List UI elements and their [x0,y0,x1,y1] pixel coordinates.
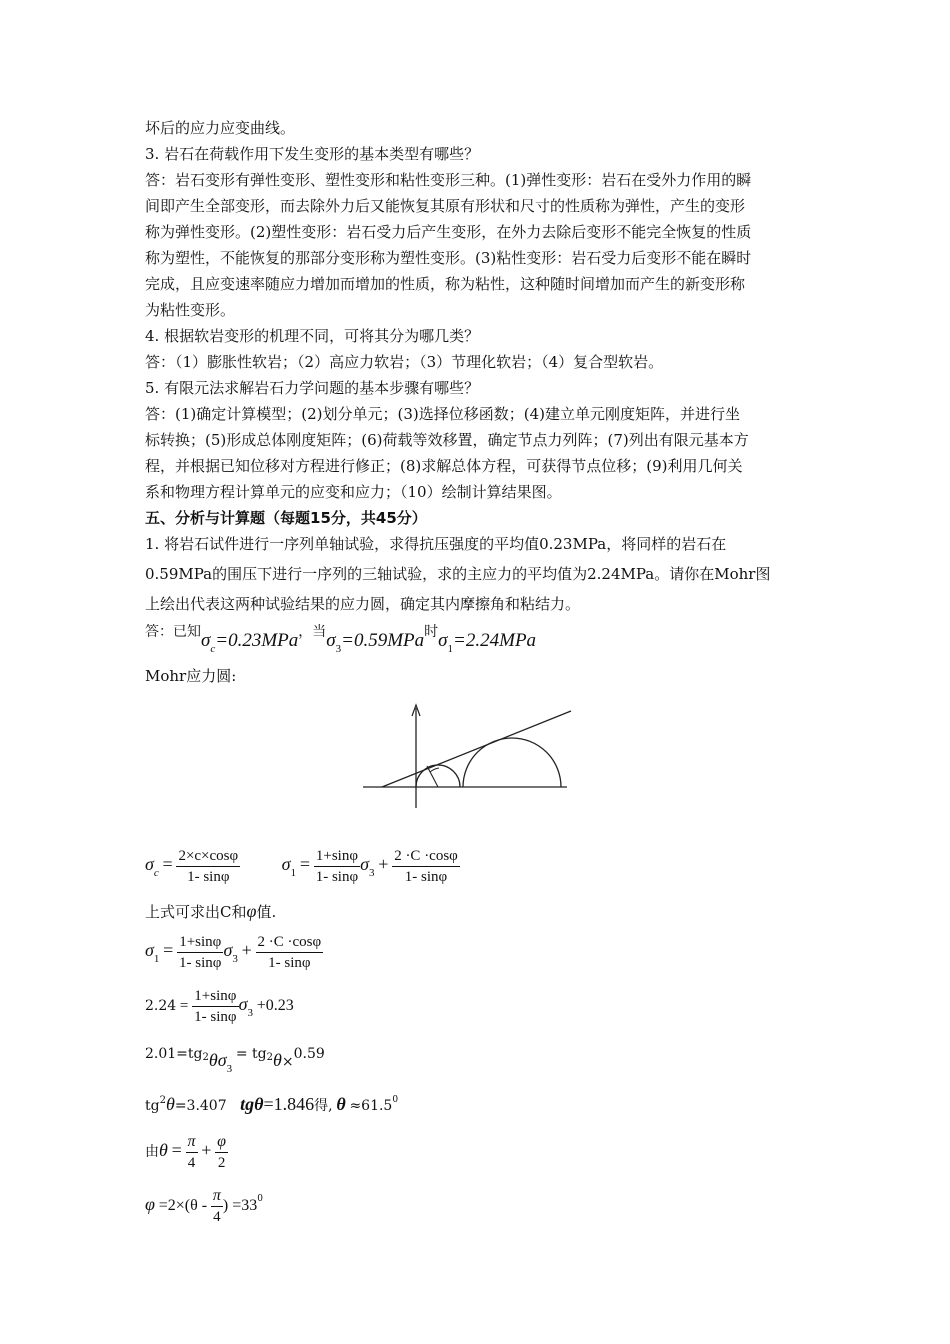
formula-row-4 [145,1042,325,1075]
section-heading: 五、分析与计算题（每题15分，共45分） [145,509,427,527]
problem-1-line: 0.59MPa的围压下进行一序列的三轴试验，求的主应力的平均值为2.24MPa。请你在Mohr图 [145,565,771,583]
subscript-3: 3 [226,1063,233,1075]
denominator: 1- sinφ [315,869,359,885]
fraction-pi-4 [186,1132,198,1173]
approx-value: ≈61.5 [349,1098,393,1114]
fraction-1 [314,846,360,887]
numerator: 2 ·C ·cosφ [392,846,460,867]
phi-symbol: φ [215,1132,228,1153]
given-values [145,620,537,655]
phi-symbol: φ [246,901,257,921]
subscript-3: 3 [247,1006,253,1019]
problem-1-line: 上绘出代表这两种试验结果的应力圆，确定其内摩擦角和粘结力。 [145,595,581,613]
sigma-symbol: σ [326,630,336,651]
pi-symbol: π [186,1132,198,1153]
subscript-3: 3 [335,643,342,655]
sigma-symbol: σ [438,630,448,651]
plus-sign: + [241,939,252,960]
sigma-c-value: =0.23MPa [215,630,299,651]
equals-sign: = [171,1139,182,1160]
equals-sign: = [163,939,174,960]
answer-3-line: 间即产生全部变形，而去除外力后又能恢复其原有形状和尺寸的性质称为弹性，产生的变形 [145,197,746,215]
answer-5-line: 系和物理方程计算单元的应变和应力；（10）绘制计算结果图。 [145,483,562,501]
denominator: 1- sinφ [268,955,311,971]
question-4: 4. 根据软岩变形的机理不同，可将其分为哪几类？ [145,327,480,345]
you-text: 由 [145,1143,159,1160]
formula-row-5: $tg^2\theta=3.407$ tgθ=1.846得, $\theta \approx 61.5^0$ [145,1094,399,1114]
fraction-phi-2 [215,1132,228,1173]
two: 2 [217,1155,226,1171]
question-5: 5. 有限元法求解岩石力学问题的基本步骤有哪些？ [145,379,480,397]
numerator: 1+sinφ [314,846,360,867]
subscript-1: 1 [153,952,160,965]
times-sign: × [281,1054,294,1070]
sigma-symbol: σ [145,939,154,960]
four: 4 [187,1155,196,1171]
solve-note-end: 值. [256,903,277,921]
phi-expression: =2×(θ - [158,1196,208,1214]
equals-sign: = [162,853,173,874]
problem-1-line: 1. 将岩石试件进行一序列单轴试验，求得抗压强度的平均值0.23MPa，将同样的岩石在 [145,535,727,553]
tg-value: =1.846 [263,1094,315,1114]
subscript-3: 3 [369,866,375,879]
equals-sign: = [179,997,189,1014]
subscript-2: 2 [266,1052,274,1063]
answer-5-line: 答：(1)确定计算模型；(2)划分单元；(3)选择位移函数；(4)建立单元刚度矩阵，并进行坐 [145,405,740,423]
de-text: 得, [314,1098,333,1114]
subscript-3: 3 [232,952,238,965]
answer-prefix: 答：已知 [145,624,201,640]
answer-3-line: 称为塑性，不能恢复的那部分变形称为塑性变形。(3)粘性变形：岩石受力后变形不能在瞬时 [145,249,752,267]
degree-superscript: 0 [257,1193,263,1204]
theta-symbol: θ [254,1094,264,1114]
subscript-c: c [210,643,216,655]
value-0-59: 0.59 [293,1046,325,1062]
sigma-symbol: σ [238,993,248,1014]
fraction-sigma-c [176,846,240,887]
superscript-2: 2 [159,1095,166,1106]
sigma-symbol: σ [281,853,291,874]
formula-row-6 [145,1132,228,1173]
formula-row-3 [145,986,294,1027]
numerator: 1+sinφ [192,986,238,1007]
solve-note [145,900,276,923]
solve-note-text: 上式可求出C和 [145,903,247,921]
sigma-symbol: σ [201,630,211,651]
angle-arc [430,768,439,772]
fraction-1 [177,932,223,973]
subscript-2: 2 [202,1052,209,1063]
four: 4 [213,1209,221,1225]
answer-3-line: 称为弹性变形。(2)塑性变形：岩石受力后产生变形，在外力去除后变形不能完全恢复的性质 [145,223,752,241]
fraction-2 [256,932,324,973]
subscript-c: c [153,866,159,879]
answer-3-line: 为粘性变形。 [145,301,236,319]
formula-row-2 [145,932,323,973]
numerator: 2×c×cosφ [176,846,240,867]
plus-sign: + [201,1139,212,1160]
mohr-label: Mohr应力圆: [145,667,237,685]
sigma-symbol: σ [360,853,370,874]
plus-sign: + [378,853,389,874]
sigma-symbol: σ [217,1050,227,1070]
denominator: 1- sinφ [179,955,222,971]
sigma-symbol: σ [223,939,233,960]
triaxial-circle [463,738,561,787]
theta-symbol: θ [165,1094,175,1114]
phi-result: ) =33 [222,1196,258,1214]
sigma3-value: =0.59MPa [341,630,425,651]
denominator: 1- sinφ [187,869,230,885]
answer-5-line: 标转换；(5)形成总体刚度矩阵；(6)荷载等效移置，确定节点力列阵；(7)列出有限元基本方 [145,431,749,449]
answer-4: 答：（1）膨胀性软岩；（2）高应力软岩；（3）节理化软岩；（4）复合型软岩。 [145,353,664,371]
question-3: 3. 岩石在荷载作用下发生变形的基本类型有哪些？ [145,145,480,163]
subscript-1: 1 [447,643,454,655]
equals-sign: = [299,853,310,874]
theta-symbol: θ [208,1050,218,1070]
formula-row-7 [145,1186,263,1227]
tg2-value: =3.407 [174,1098,227,1114]
tg-mid: = tg [235,1046,267,1062]
line-201-lhs: 2.01=tg [145,1046,203,1062]
pi-symbol: π [211,1186,223,1207]
phi-symbol: φ [145,1193,155,1214]
denominator: 1- sinφ [404,869,448,885]
theta-symbol: θ [336,1094,346,1114]
plus-0-23: +0.23 [256,996,294,1014]
time-text: 时 [424,624,439,640]
fraction-pi-4 [211,1186,223,1227]
numerator: 1+sinφ [177,932,223,953]
theta-symbol: θ [159,1139,168,1160]
subscript-1: 1 [290,866,297,879]
text-line: 坏后的应力应变曲线。 [145,119,296,137]
fraction-1 [192,986,238,1027]
answer-3-line: 完成，且应变速率随应力增加而增加的性质，称为粘性，这种随时间增加而产生的新变形称 [145,275,746,293]
sigma-symbol: σ [145,853,154,874]
mohr-circle-diagram [355,700,585,830]
fraction-2 [392,846,460,887]
theta-symbol: θ [273,1050,282,1070]
value-2-24: 2.24 [145,997,177,1014]
when-text: ，当 [298,624,327,640]
tg-text: tg [145,1098,160,1114]
sigma1-value: =2.24MPa [453,630,537,651]
radius-line [427,766,438,787]
answer-3-line: 答：岩石变形有弹性变形、塑性变形和粘性变形三种。(1)弹性变形：岩石在受外力作用的瞬 [145,171,752,189]
numerator: 2 ·C ·cosφ [256,932,324,953]
degree-superscript: 0 [392,1095,399,1105]
denominator: 1- sinφ [194,1009,237,1025]
formula-row-1 [145,846,460,887]
answer-5-line: 程，并根据已知位移对方程进行修正；(8)求解总体方程，可获得节点位移；(9)利用几何关 [145,457,743,475]
